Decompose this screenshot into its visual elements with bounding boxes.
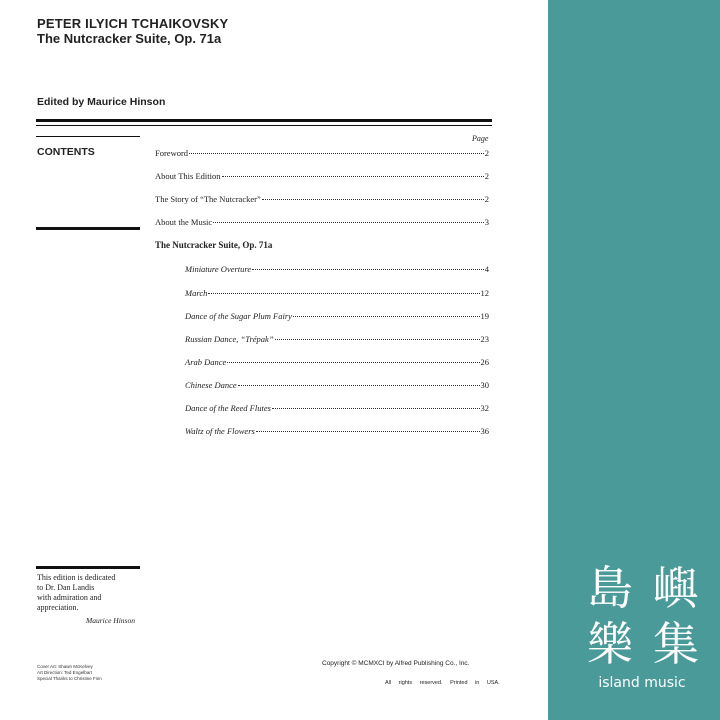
toc-movement-page: 30 xyxy=(480,380,489,390)
dedication-line: appreciation. xyxy=(37,603,79,612)
toc-entry xyxy=(155,148,489,158)
toc-entry-title: About This Edition xyxy=(155,171,221,181)
toc-movement-page: 12 xyxy=(480,288,489,298)
toc-movement-title: Dance of the Sugar Plum Fairy xyxy=(185,311,292,321)
leader-dots xyxy=(293,316,480,317)
toc-movement-title: Miniature Overture xyxy=(185,264,252,274)
credit-line: Special Thanks to Christine Finn xyxy=(37,676,102,681)
toc-entry xyxy=(155,171,489,181)
header-rule-thin xyxy=(36,125,492,126)
logo-subtitle: island music xyxy=(598,675,686,691)
contents-heading: CONTENTS xyxy=(37,146,95,158)
composer-name: PETER ILYICH TCHAIKOVSKY xyxy=(37,16,229,31)
printed-in: Printed in USA. xyxy=(450,680,500,686)
toc-movement-title: Chinese Dance xyxy=(185,380,237,390)
toc-movement xyxy=(185,334,489,344)
logo-char: 島 xyxy=(587,561,633,615)
leader-dots xyxy=(227,362,479,363)
leader-dots xyxy=(208,293,479,294)
dedication-line: with admiration and xyxy=(37,593,102,602)
leader-dots xyxy=(222,176,484,177)
contents-rule-top xyxy=(36,136,140,137)
credit-line: Art Direction: Ted Engelbart xyxy=(37,670,92,675)
logo-char: 集 xyxy=(653,617,699,671)
toc-entry-title: Foreword xyxy=(155,148,189,158)
toc-movement-page: 23 xyxy=(480,334,489,344)
toc-movement-page: 19 xyxy=(480,311,489,321)
suite-heading: The Nutcracker Suite, Op. 71a xyxy=(155,240,273,250)
toc-entry-title: The Story of “The Nutcracker” xyxy=(155,194,261,204)
dedication-rule xyxy=(36,566,140,569)
dedication-line: This edition is dedicated xyxy=(37,573,116,582)
toc-movement-title: March xyxy=(185,288,208,298)
toc-movement xyxy=(185,311,489,321)
toc-movement xyxy=(185,403,489,413)
toc-movement-page: 36 xyxy=(480,426,489,436)
toc-movement xyxy=(185,357,489,367)
toc-movement xyxy=(185,288,489,298)
toc-entry-title: About the Music xyxy=(155,217,213,227)
leader-dots xyxy=(275,339,480,340)
header-rule-thick xyxy=(36,119,492,122)
toc-entry-page: 2 xyxy=(484,148,489,158)
toc-movement-title: Arab Dance xyxy=(185,357,227,367)
logo-char: 嶼 xyxy=(653,561,699,615)
toc-movement-title: Russian Dance, “Trépak” xyxy=(185,334,274,344)
logo-char: 樂 xyxy=(587,617,633,671)
work-title: The Nutcracker Suite, Op. 71a xyxy=(37,31,222,46)
island-music-logo xyxy=(578,556,708,694)
toc-entry xyxy=(155,194,489,204)
leader-dots xyxy=(213,222,484,223)
dedication-signature: Maurice Hinson xyxy=(86,616,135,625)
leader-dots xyxy=(272,408,480,409)
leader-dots xyxy=(238,385,480,386)
toc-movement-page: 26 xyxy=(480,357,489,367)
leader-dots xyxy=(189,153,484,154)
toc-movement-title: Waltz of the Flowers xyxy=(185,426,255,436)
toc-entry-page: 2 xyxy=(484,194,489,204)
toc-movement-title: Dance of the Reed Flutes xyxy=(185,403,271,413)
leader-dots xyxy=(262,199,484,200)
toc-entry xyxy=(155,217,489,227)
toc-movement-page: 32 xyxy=(480,403,489,413)
toc-entry-page: 2 xyxy=(484,171,489,181)
toc-movement xyxy=(185,264,489,274)
copyright-notice: Copyright © MCMXCI by Alfred Publishing Co., Inc. xyxy=(322,660,470,667)
page-column-label: Page xyxy=(472,134,489,143)
toc-movement-page: 4 xyxy=(484,264,489,274)
toc-movement xyxy=(185,380,489,390)
leader-dots xyxy=(252,269,484,270)
credit-line: Cover Art: Shawn McKelvey xyxy=(37,664,93,669)
toc-entry-page: 3 xyxy=(484,217,489,227)
editor-credit: Edited by Maurice Hinson xyxy=(37,96,166,108)
contents-rule-bottom xyxy=(36,227,140,230)
art-credits xyxy=(37,664,102,682)
rights-reserved: All rights reserved. xyxy=(385,680,443,686)
toc-movement xyxy=(185,426,489,436)
rights-notice xyxy=(385,680,500,686)
dedication xyxy=(37,573,115,613)
leader-dots xyxy=(256,431,480,432)
dedication-line: to Dr. Dan Landis xyxy=(37,583,95,592)
